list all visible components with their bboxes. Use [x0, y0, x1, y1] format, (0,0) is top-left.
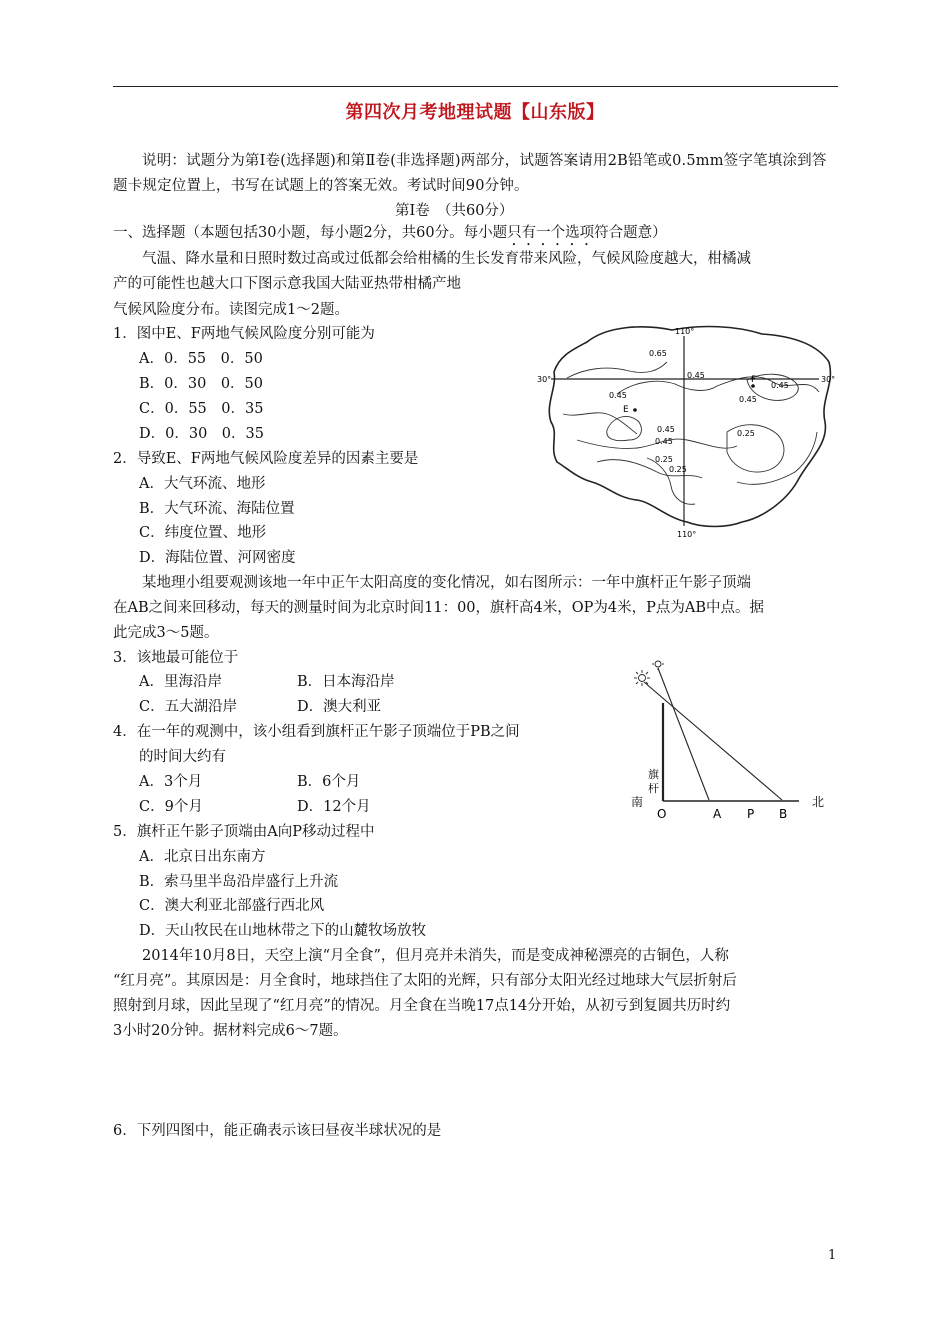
- section-header: 第Ⅰ卷 （共60分）: [395, 203, 514, 219]
- point-e-label: E: [623, 405, 629, 415]
- latitude-label-right: 30°: [821, 375, 836, 384]
- flagpole-label: 杆: [648, 782, 659, 795]
- contour-label: 0.25: [737, 429, 755, 438]
- point-b-label: B: [779, 807, 788, 821]
- q2-option: D．海陆位置、河网密度: [139, 550, 296, 566]
- material3-line: 2014年10月8日，天空上演“月全食”，但月亮并未消失，而是变成神秘漂亮的古铜色，人称: [142, 948, 729, 964]
- q4-stem: 的时间大约有: [139, 749, 226, 765]
- contour-label: 0.25: [669, 465, 687, 474]
- q1-option: A．0．55 0．50: [139, 351, 263, 367]
- south-label: 南: [631, 795, 644, 809]
- contour-label: 0.45: [771, 381, 789, 390]
- north-label: 北: [812, 795, 825, 809]
- q3-stem: 3．该地最可能位于: [113, 650, 239, 666]
- point-o-label: O: [657, 807, 667, 821]
- q2-stem: 2．导致E、F两地气候风险度差异的因素主要是: [113, 451, 419, 467]
- contour-label: 0.65: [649, 349, 667, 358]
- intro-paragraph: 说明：试题分为第Ⅰ卷(选择题)和第Ⅱ卷(非选择题)两部分，试题答案请用2B铅笔或0.5mm签字笔填涂到答题卡规定位置上，书写在试题上的答案无效。考试时间90分钟。: [113, 153, 827, 194]
- q2-option: A．大气环流、地形: [139, 476, 266, 492]
- point-p-label: P: [747, 807, 755, 821]
- part1-emphasis: 只有一个选项: [507, 225, 595, 241]
- q5-stem: 5．旗杆正午影子顶端由A向P移动过程中: [113, 824, 375, 840]
- contour-label: 0.45: [657, 425, 675, 434]
- flagpole-shadow-diagram: [627, 660, 837, 825]
- header-rule: [113, 86, 838, 87]
- q1-stem: 1．图中E、F两地气候风险度分别可能为: [113, 326, 375, 342]
- q3-option: C．五大湖沿岸: [139, 699, 238, 715]
- q5-option: B．索马里半岛沿岸盛行上升流: [139, 874, 339, 890]
- latitude-label-left: 30°: [537, 375, 552, 384]
- q5-option: D．天山牧民在山地林带之下的山麓牧场放牧: [139, 923, 427, 939]
- q4-option: A．3个月: [139, 774, 203, 790]
- q4-option: D．12个月: [297, 799, 371, 815]
- material2-line: 此完成3～5题。: [113, 625, 219, 641]
- material1-line: 气候风险度分布。读图完成1～2题。: [113, 302, 349, 318]
- material2-line: 某地理小组要观测该地一年中正午太阳高度的变化情况，如右图所示：一年中旗杆正午影子顶端: [142, 575, 751, 591]
- q3-option: D．澳大利亚: [297, 699, 382, 715]
- q4-stem: 4．在一年的观测中，该小组看到旗杆正午影子顶端位于PB之间: [113, 724, 520, 740]
- q1-option: C．0．55 0．35: [139, 401, 264, 417]
- q5-option: C．澳大利亚北部盛行西北风: [139, 898, 325, 914]
- q1-option: D．0．30 0．35: [139, 426, 264, 442]
- q3-option: B．日本海沿岸: [297, 674, 395, 690]
- page-number: 1: [828, 1248, 837, 1263]
- part1-heading: 一、选择题（本题包括30小题，每小题2分，共60分。每小题只有一个选项符合题意）: [113, 225, 667, 241]
- page-title: 第四次月考地理试题【山东版】: [345, 102, 605, 123]
- q6-stem: 6．下列四图中，能正确表示该曰昼夜半球状况的是: [113, 1123, 442, 1139]
- q2-option: C．纬度位置、地形: [139, 525, 267, 541]
- q1-option: B．0．30 0．50: [139, 376, 264, 392]
- point-f-label: F: [751, 375, 757, 385]
- material3-line: 3小时20分钟。据材料完成6～7题。: [113, 1023, 348, 1039]
- flagpole-label: 旗: [648, 768, 659, 781]
- contour-label: 0.45: [739, 395, 757, 404]
- contour-label: 0.25: [655, 455, 673, 464]
- material2-line: 在AB之间来回移动，每天的测量时间为北京时间11：00，旗杆高4米，OP为4米，P点为AB中点。据: [113, 600, 765, 616]
- point-a-label: A: [713, 807, 722, 821]
- q3-option: A．里海沿岸: [139, 674, 222, 690]
- sun-icon: [634, 670, 650, 686]
- material1-line: 产的可能性也越大口下图示意我国大陆亚热带柑橘产地: [113, 276, 461, 292]
- q4-option: B．6个月: [297, 774, 361, 790]
- material3-line: “红月亮”。其原因是：月全食时，地球挡住了太阳的光辉，只有部分太阳光经过地球大气层折射后: [113, 973, 737, 989]
- contour-label: 0.45: [687, 371, 705, 380]
- q5-option: A．北京日出东南方: [139, 849, 266, 865]
- region-outline: [549, 327, 830, 527]
- longitude-label-bottom: 110°: [677, 530, 697, 539]
- q4-option: C．9个月: [139, 799, 203, 815]
- material3-line: 照射到月球，因此呈现了“红月亮”的情况。月全食在当晚17点14分开始，从初亏到复圆共历时约: [113, 998, 731, 1014]
- q2-option: B．大气环流、海陆位置: [139, 501, 295, 517]
- contour-label: 0.45: [655, 437, 673, 446]
- material1-line: 气温、降水量和日照时数过高或过低都会给柑橘的生长发育带来风险，气候风险度越大，柑橘减: [142, 251, 751, 267]
- longitude-label-top: 110°: [675, 327, 695, 336]
- contour-label: 0.45: [609, 391, 627, 400]
- citrus-risk-map: [537, 322, 843, 542]
